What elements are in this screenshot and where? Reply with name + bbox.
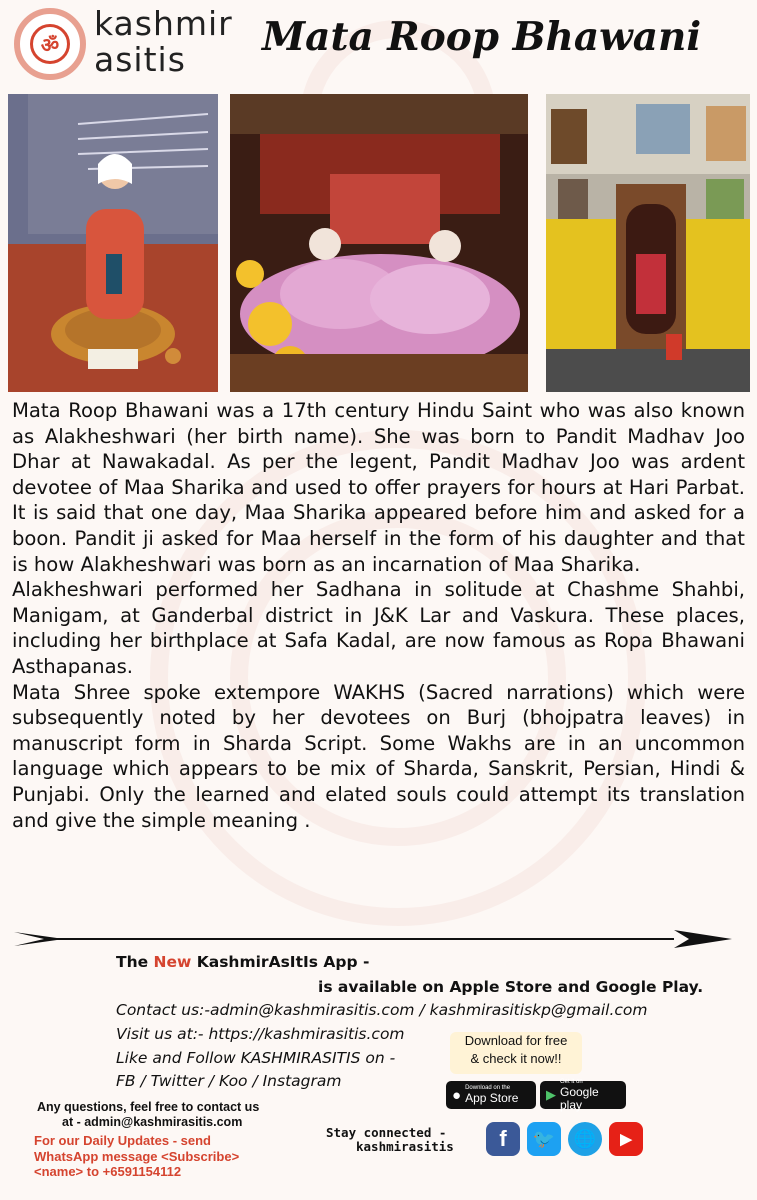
- article-paragraph: Mata Shree spoke extempore WAKHS (Sacred narrations) which were subsequently noted by her devotees on Burj (bhojpatra leaves) in manuscript form in Sharda Script. Some Wakhs are in an uncommon language which appears to be mix of Sharda, Sanskrit, Persian, Hindi & Punjabi. Only the learned and elated souls could attempt its translation and give the simple meaning .: [12, 680, 745, 832]
- globe-icon[interactable]: 🌐: [568, 1122, 602, 1156]
- temple-image: [546, 94, 750, 392]
- shrine-image: [230, 94, 528, 392]
- new-label: New: [153, 953, 192, 971]
- page-title: Mata Roop Bhawani: [262, 14, 702, 60]
- social-platforms: FB / Twitter / Koo / Instagram: [116, 1072, 342, 1090]
- twitter-icon[interactable]: 🐦: [527, 1122, 561, 1156]
- logo-text-line2: asitis: [94, 40, 186, 79]
- google-play-button[interactable]: ▶ Get it on Google play: [540, 1081, 626, 1109]
- stay-connected-label: Stay connected - kashmirasitis: [326, 1125, 454, 1154]
- article-paragraph: Alakheshwari performed her Sadhana in solitude at Chashme Shahbi, Manigam, at Ganderbal district in J&K Lar and Vaskura. These places, including her birthplace at Safa Kadal, are now famous as Ropa Bhawani Asthapanas.: [12, 578, 745, 678]
- apple-icon: ●: [452, 1086, 462, 1104]
- contact-emails[interactable]: Contact us:-admin@kashmirasitis.com / kashmirasitiskp@gmail.com: [116, 1001, 648, 1019]
- om-emblem-icon: [14, 8, 86, 80]
- app-availability: is available on Apple Store and Google Play.: [318, 978, 704, 996]
- youtube-icon[interactable]: ▶: [609, 1122, 643, 1156]
- follow-text: Like and Follow KASHMIRASITIS on -: [116, 1049, 396, 1067]
- logo-text-line1: kashmir: [94, 4, 233, 43]
- article-body: [12, 398, 745, 833]
- play-icon: ▶: [546, 1087, 556, 1102]
- app-store-button[interactable]: ● Download on the App Store: [446, 1081, 536, 1109]
- om-glyph: ॐ: [30, 24, 70, 64]
- divider-arrow: [14, 928, 732, 950]
- kashmirasitis-logo[interactable]: [14, 6, 244, 86]
- shrine-idol-with-flowers: [230, 94, 528, 392]
- temple-doorway: [546, 94, 750, 392]
- article-paragraph: Mata Roop Bhawani was a 17th century Hindu Saint who was also known as Alakheshwari (her birth name). She was born to Pandit Madhav Joo Dhar at Nawakadal. As per the legent, Pandit Madhav Joo was ardent devotee of Maa Sharika and used to offer prayers for hours at Hari Parbat. It is said that one day, Maa Sharika appeared before him and asked for a boon. Pandit ji asked for Maa herself in the form of his daughter and that is how Alakheshwari was born as an incarnation of Maa Sharika.: [12, 399, 745, 576]
- app-announcement: The New KashmirAsItIs App -: [116, 953, 370, 971]
- painting-image: [8, 94, 218, 392]
- website-link[interactable]: Visit us at:- https://kashmirasitis.com: [116, 1025, 405, 1043]
- painting-of-mata-roop-bhawani: [8, 94, 218, 392]
- download-banner: Download for free & check it now!!: [450, 1032, 582, 1074]
- logo-wordmark: [94, 6, 233, 78]
- questions-note: Any questions, feel free to contact us at - admin@kashmirasitis.com: [37, 1100, 260, 1129]
- facebook-icon[interactable]: f: [486, 1122, 520, 1156]
- whatsapp-subscribe-note: For our Daily Updates - send WhatsApp message <Subscribe> <name> to +6591154112: [34, 1133, 240, 1179]
